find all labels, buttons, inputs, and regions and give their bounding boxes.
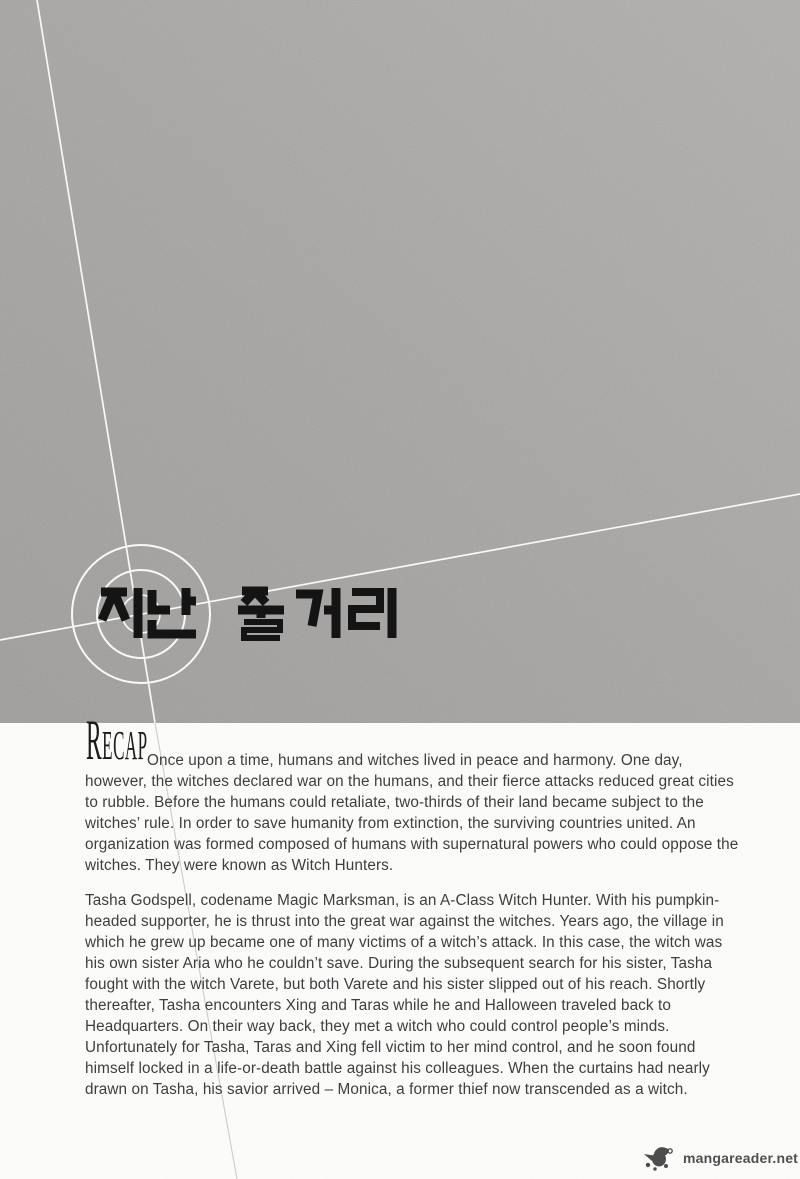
recap-paragraph-1-text: Once upon a time, humans and witches lived in peace and harmony. One day, however, the witches declared war on the humans, and their fierce attacks reduced great cities to rubble. Before the humans could retaliate, two-thirds of their land became subject to the witches’ rule. In order to save humanity from extinction, the surviving countries united. An organization was formed composed of humans with supernatural powers who could oppose the witches. They were known as Witch Hunters. (85, 752, 739, 874)
recap-heading-rest: ECAP (102, 723, 148, 769)
mangareader-logo-icon (642, 1143, 680, 1173)
recap-heading-initial: R (86, 708, 103, 773)
watermark-site-name: mangareader.net (683, 1150, 799, 1166)
recap-paragraph-2: Tasha Godspell, codename Magic Marksman, is an A-Class Witch Hunter. With his pumpkin-headed supporter, he is thrust into the great war against the witches. Years ago, the village in which he grew up became one of many victims of a witch’s attack. In this case, the witch was his own sister Aria who he couldn’t save. During the subsequent search for his sister, Tasha fought with the witch Varete, but both Varete and his sister slipped out of his reach. Shortly thereafter, Tasha encounters Xing and Taras while he and Halloween traveled back to Headquarters. On their way back, they met a witch who could control people’s minds. Unfortunately for Tasha, Taras and Xing fell victim to her mind control, and he soon found himself locked in a life-or-death battle against his colleagues. When the curtains had nearly drawn on Tasha, his savior arrived – Monica, a former thief now transcended as a witch. (85, 892, 724, 1098)
watermark (642, 1143, 798, 1173)
recap-heading (86, 708, 148, 777)
recap-paragraph-1 (85, 708, 743, 876)
recap-text-block (85, 708, 743, 1100)
